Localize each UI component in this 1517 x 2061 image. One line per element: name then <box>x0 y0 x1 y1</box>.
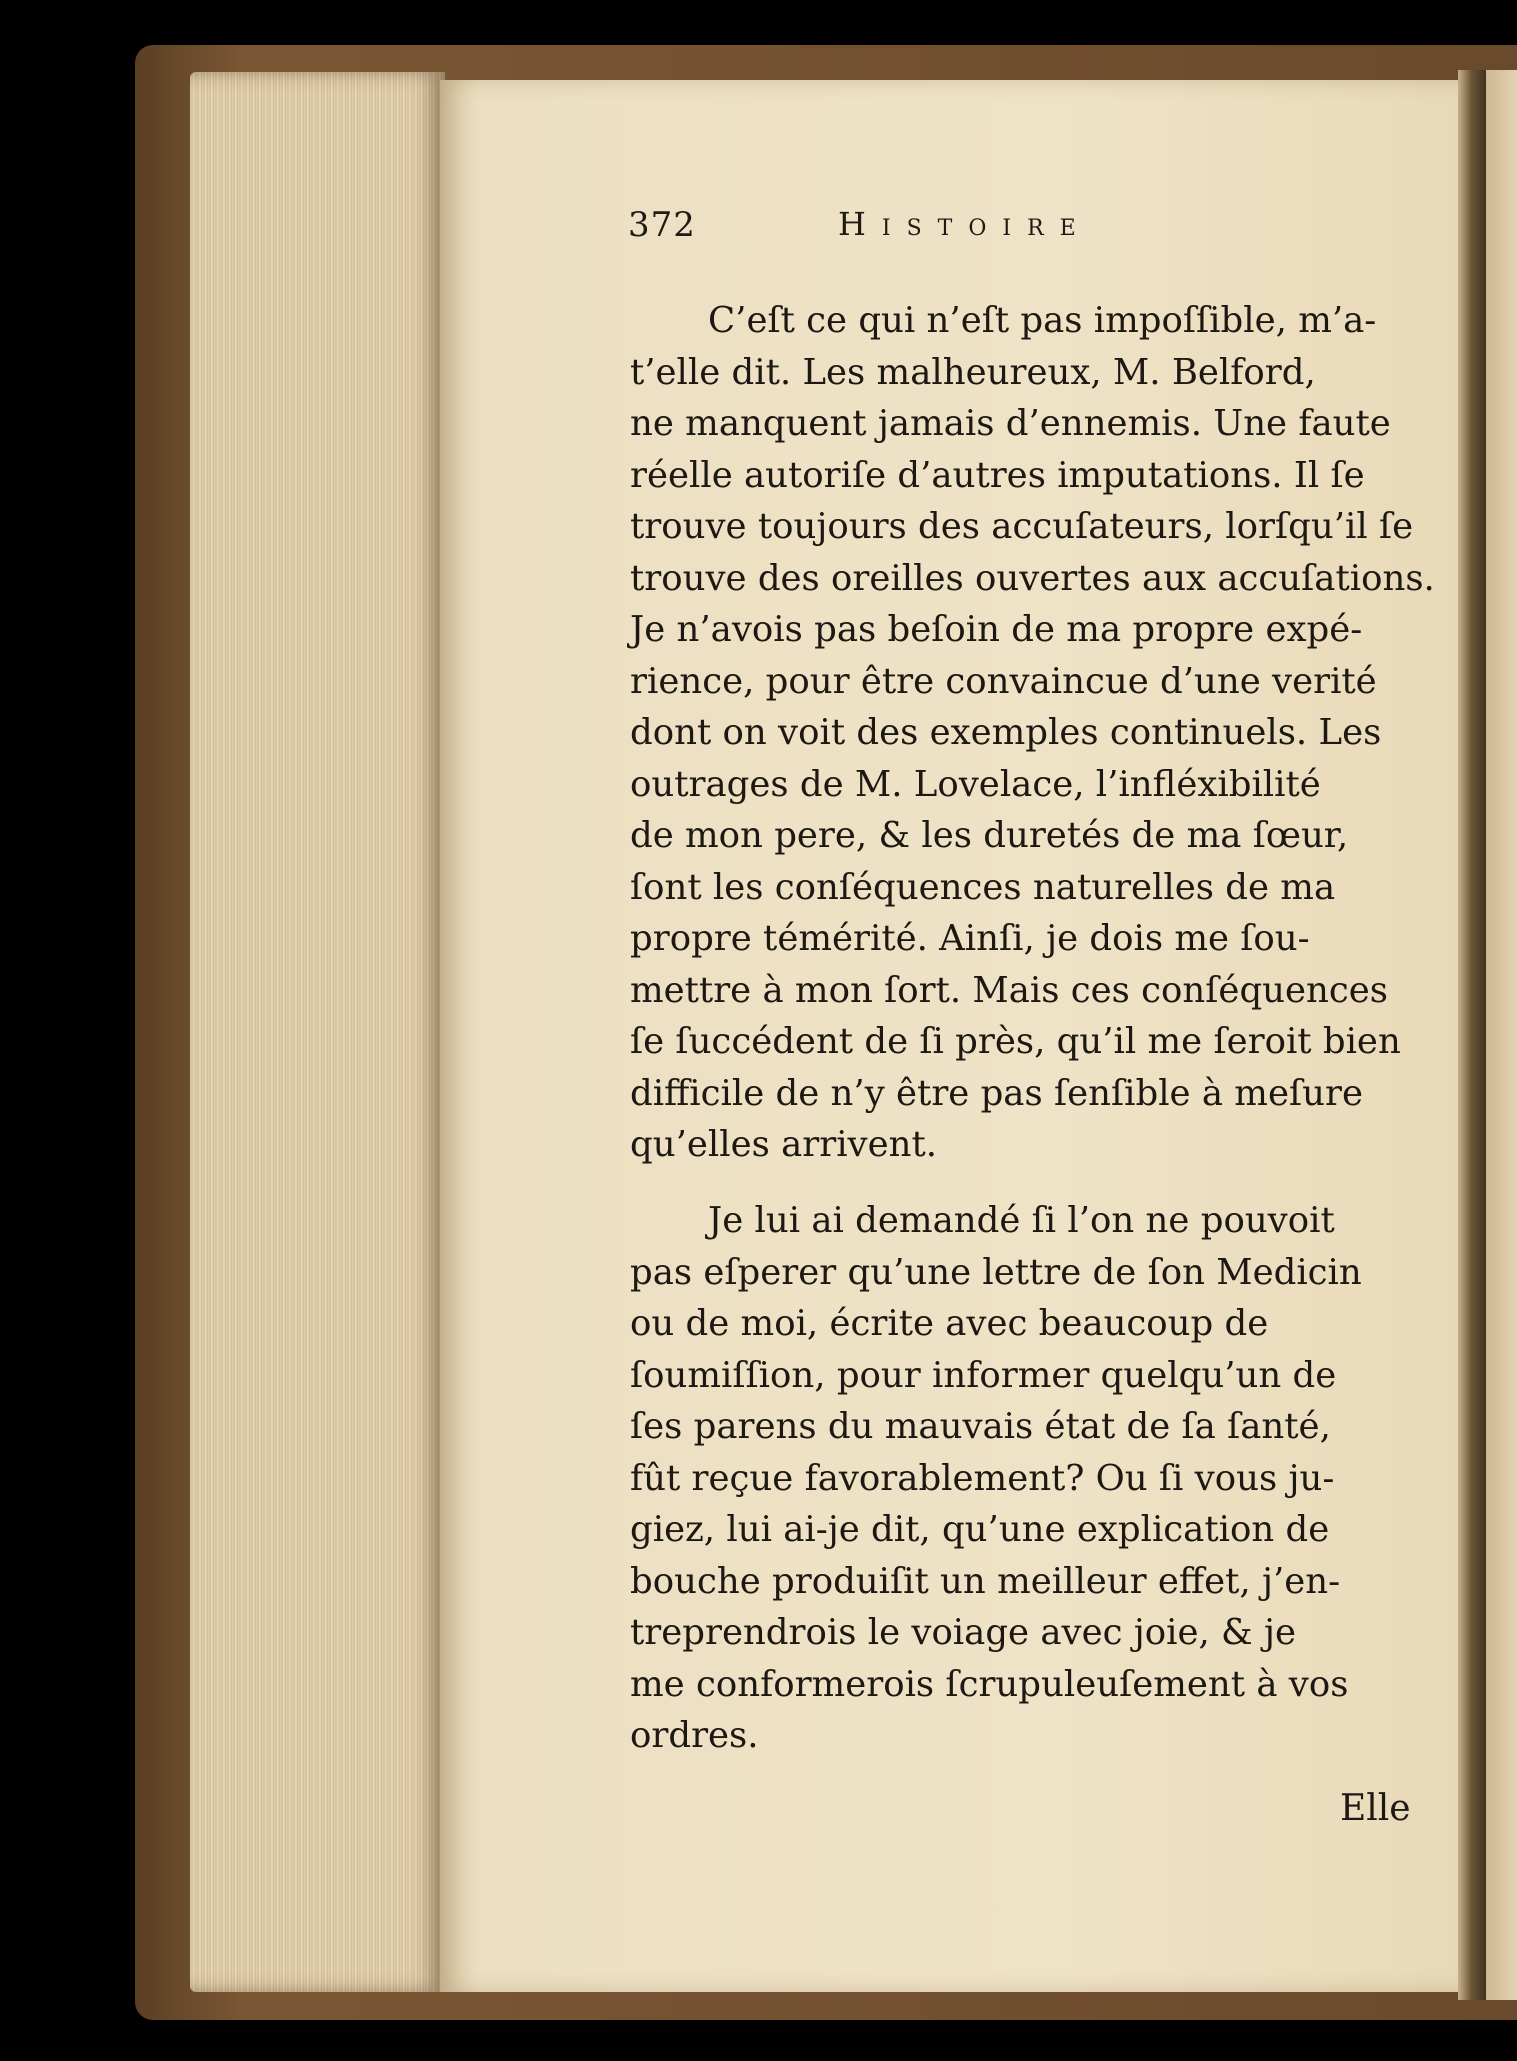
text-line: trouve des oreilles ouvertes aux accuſations. <box>630 557 1435 599</box>
page-number: 372 <box>628 205 696 245</box>
book-gutter <box>1458 70 1488 2000</box>
text-line: dont on voit des exemples continuels. Les <box>630 712 1382 753</box>
text-line: Je n’avois pas beſoin de ma propre expé- <box>630 609 1363 650</box>
text-line: ou de moi, écrite avec beaucoup de <box>630 1303 1269 1344</box>
paragraph-1 <box>630 295 1435 1171</box>
text-line: mettre à mon ſort. Mais ces conſéquences <box>630 969 1389 1011</box>
text-line: pas eſperer qu’une lettre de ſon Medicin <box>630 1251 1362 1293</box>
text-line: de mon pere, & les duretés de ma ſœur, <box>630 815 1349 856</box>
text-line: ſe ſuccédent de ſi près, qu’il me ſeroit bien <box>630 1021 1401 1062</box>
text-line: fût reçue favorablement? Ou ſi vous ju- <box>630 1457 1335 1499</box>
page-header <box>628 205 1428 255</box>
text-line: propre témérité. Ainſi, je dois me ſou- <box>630 918 1310 959</box>
text-line: C’eſt ce qui n’eſt pas impoſſible, m’a- <box>708 300 1377 341</box>
text-line: me conformerois ſcrupuleuſement à vos <box>630 1663 1349 1705</box>
text-line: difficile de n’y être pas ſenſible à meſure <box>630 1072 1363 1114</box>
paragraph-2 <box>630 1195 1410 1762</box>
text-line: treprendrois le voiage avec joie, & je <box>630 1612 1296 1653</box>
text-line: ſes parens du mauvais état de ſa ſanté, <box>630 1406 1331 1447</box>
right-page-edge <box>1486 70 1517 2000</box>
text-line: ſoumiſſion, pour informer quelqu’un de <box>630 1354 1337 1396</box>
text-line: ordres. <box>630 1715 759 1756</box>
text-line: outrages de M. Lovelace, l’infléxibilité <box>630 763 1321 805</box>
text-line: trouve toujours des accuſateurs, lorſqu’il ſe <box>630 506 1414 547</box>
text-line: ſont les conſéquences naturelles de ma <box>630 866 1336 908</box>
text-line: ne manquent jamais d’ennemis. Une faute <box>630 403 1391 444</box>
catchword: Elle <box>1340 1788 1411 1829</box>
page-edges <box>190 72 445 1992</box>
text-line: t’elle dit. Les malheureux, M. Belford, <box>630 351 1316 393</box>
text-line: bouche produiſit un meilleur effet, j’en- <box>630 1560 1341 1602</box>
text-line: Je lui ai demandé ſi l’on ne pouvoit <box>708 1200 1335 1241</box>
text-line: rience, pour être convaincue d’une verité <box>630 660 1377 702</box>
text-line: giez, lui ai-je dit, qu’une explication de <box>630 1509 1330 1550</box>
text-line: réelle autoriſe d’autres imputations. Il ſe <box>630 454 1365 496</box>
text-line: qu’elles arrivent. <box>630 1124 938 1165</box>
running-head: Histoire <box>838 205 1092 243</box>
